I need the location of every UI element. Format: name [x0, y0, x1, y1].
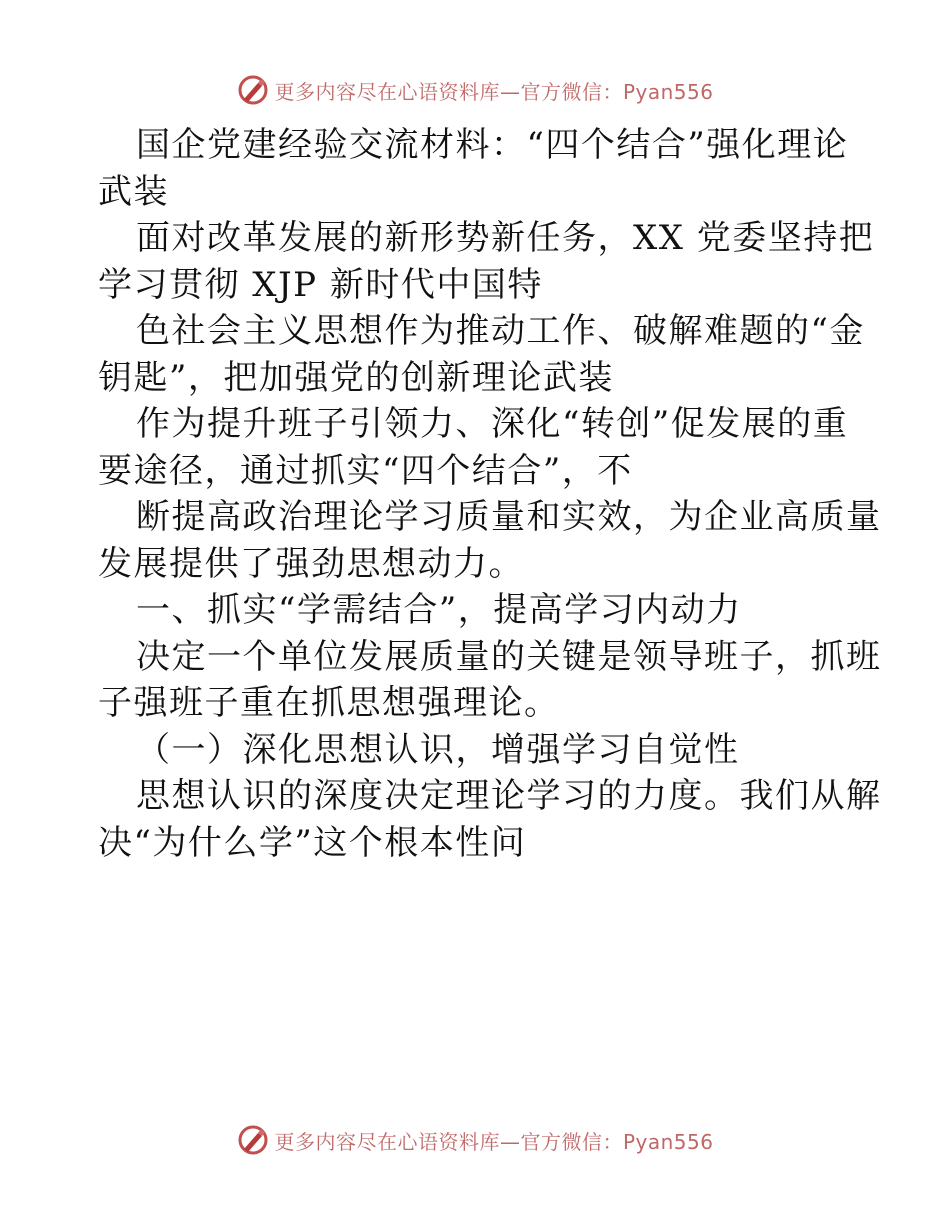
pen-logo-icon: [236, 73, 270, 107]
text-line: 面对改革发展的新形势新任务，XX 党委坚持把: [136, 218, 875, 258]
document-body: [98, 122, 882, 866]
text-line: 一、抓实“学需结合”，提高学习内动力: [136, 590, 742, 630]
text-line: 钥匙”，把加强党的创新理论武装: [98, 357, 614, 398]
text-line: 色社会主义思想作为推动工作、破解难题的“金: [136, 311, 865, 351]
text-line: 要途径，通过抓实“四个结合”，不: [98, 450, 633, 491]
header-watermark: [0, 70, 950, 110]
footer-watermark: [0, 1120, 950, 1160]
watermark-text: 更多内容尽在心语资料库—官方微信：Pyan556: [274, 1129, 714, 1154]
text-line: 发展提供了强劲思想动力。: [98, 543, 524, 584]
text-line: 作为提升班子引领力、深化“转创”促发展的重: [136, 404, 849, 444]
pen-logo-icon: [236, 1123, 270, 1157]
text-line: 学习贯彻 XJP 新时代中国特: [98, 264, 543, 305]
text-line: 子强班子重在抓思想强理论。: [98, 683, 560, 723]
text-line: 思想认识的深度决定理论学习的力度。我们从解: [136, 776, 882, 816]
text-line: （一）深化思想认识，增强学习自觉性: [136, 729, 740, 770]
text-line: 断提高政治理论学习质量和实效，为企业高质量: [136, 497, 882, 537]
text-line: 决“为什么学”这个根本性问: [98, 822, 527, 863]
text-line: 决定一个单位发展质量的关键是领导班子，抓班: [136, 636, 882, 677]
text-line: 武装: [98, 171, 169, 212]
watermark-text: 更多内容尽在心语资料库—官方微信：Pyan556: [274, 79, 714, 104]
text-line: 国企党建经验交流材料：“四个结合”强化理论: [136, 125, 849, 165]
